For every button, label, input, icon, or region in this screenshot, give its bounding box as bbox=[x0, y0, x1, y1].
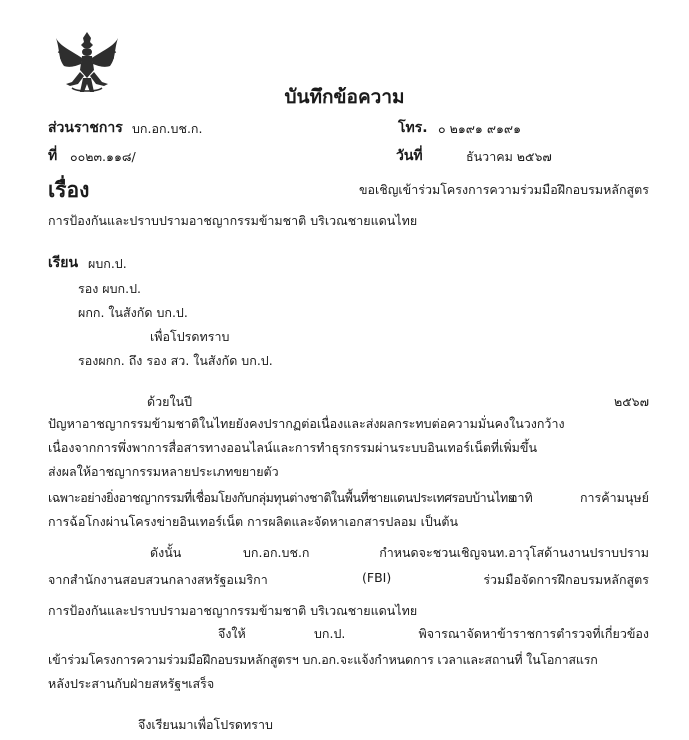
body-text: กำหนดจะชวนเชิญจนท.อาวุโสด้านงานปราบปราม bbox=[379, 545, 649, 560]
body-text: ด้วยในปี bbox=[147, 394, 193, 409]
subject-label: เรื่อง bbox=[48, 178, 90, 202]
body-text: จึงให้ bbox=[218, 626, 246, 641]
body-text: การป้องกันและปราบปรามอาชญากรรมข้ามชาติ บริเวณชายแดนไทย bbox=[48, 603, 418, 618]
addressee-line: เพื่อโปรดทราบ bbox=[150, 329, 230, 344]
subject-line-2: การป้องกันและปราบปรามอาชญากรรมข้ามชาติ บริเวณชายแดนไทย bbox=[48, 213, 418, 228]
body-text: ดังนั้น bbox=[150, 545, 182, 560]
body-text: เนื่องจากการพึ่งพาการสื่อสารทางออนไลน์และการทำธุรกรรมผ่านระบบอินเทอร์เน็ตที่เพิ่มขึ้น bbox=[48, 440, 538, 455]
phone-value: ๐ ๒๑๙๑ ๙๑๙๑ bbox=[438, 121, 522, 136]
date-value: ธันวาคม ๒๕๖๗ bbox=[466, 149, 552, 164]
body-text: บก.ป. bbox=[314, 626, 346, 641]
body-text: เฉพาะอย่างยิ่งอาชญากรรมที่เชื่อมโยงกับกลุ่มทุนต่างชาติในพื้นที่ชายแดนประเทศรอบบ้านไทย bbox=[48, 490, 515, 505]
body-text: บก.อก.บช.ก bbox=[243, 545, 310, 560]
date-label: วันที่ bbox=[396, 148, 423, 164]
agency-label: ส่วนราชการ bbox=[48, 120, 123, 136]
body-text: จากสำนักงานสอบสวนกลางสหรัฐอเมริกา bbox=[48, 572, 268, 587]
body-text: การฉ้อโกงผ่านโครงข่ายอินเทอร์เน็ต การผลิตและจัดหาเอกสารปลอม เป็นต้น bbox=[48, 514, 459, 529]
body-text: หลังประสานกับฝ่ายสหรัฐฯเสร็จ bbox=[48, 676, 215, 691]
body-text: การค้ามนุษย์ bbox=[579, 490, 649, 505]
body-text: เข้าร่วมโครงการความร่วมมือฝึกอบรมหลักสูตรฯ บก.อก.จะแจ้งกำหนดการ เวลาและสถานที่ ในโอกาสแรก bbox=[48, 652, 598, 667]
addressee-primary: ผบก.ป. bbox=[88, 256, 127, 271]
body-text: ร่วมมือจัดการฝึกอบรมหลักสูตร bbox=[483, 572, 649, 587]
addressee-line: รอง ผบก.ป. bbox=[78, 281, 142, 296]
addressee-line: รองผกก. ถึง รอง สว. ในสังกัด บก.ป. bbox=[78, 353, 273, 368]
body-text: พิจารณาจัดหาข้าราชการตำรวจที่เกี่ยวข้อง bbox=[418, 626, 649, 641]
body-text: อาทิ bbox=[510, 490, 533, 505]
phone-label: โทร. bbox=[398, 120, 428, 136]
closing-text: จึงเรียนมาเพื่อโปรดทราบ bbox=[138, 717, 273, 732]
body-text: ปัญหาอาชญากรรมข้ามชาติในไทยยังคงปรากฏต่อเนื่องและส่งผลกระทบต่อความมั่นคงในวงกว้าง bbox=[48, 416, 565, 431]
memo-title: บันทึกข้อความ bbox=[284, 86, 405, 108]
number-label: ที่ bbox=[48, 148, 58, 164]
addressee-label: เรียน bbox=[48, 255, 79, 271]
agency-value: บก.อก.บช.ก. bbox=[132, 121, 203, 136]
subject-line-1: ขอเชิญเข้าร่วมโครงการความร่วมมือฝึกอบรมหลักสูตร bbox=[358, 182, 649, 197]
number-value: ๐๐๒๓.๑๑๘/ bbox=[70, 149, 136, 164]
body-text: (FBI) bbox=[362, 570, 392, 585]
addressee-line: ผกก. ในสังกัด บก.ป. bbox=[78, 305, 188, 320]
body-text: ส่งผลให้อาชญากรรมหลายประเภทขยายตัว bbox=[48, 464, 279, 479]
body-text: ๒๕๖๗ bbox=[613, 394, 649, 409]
